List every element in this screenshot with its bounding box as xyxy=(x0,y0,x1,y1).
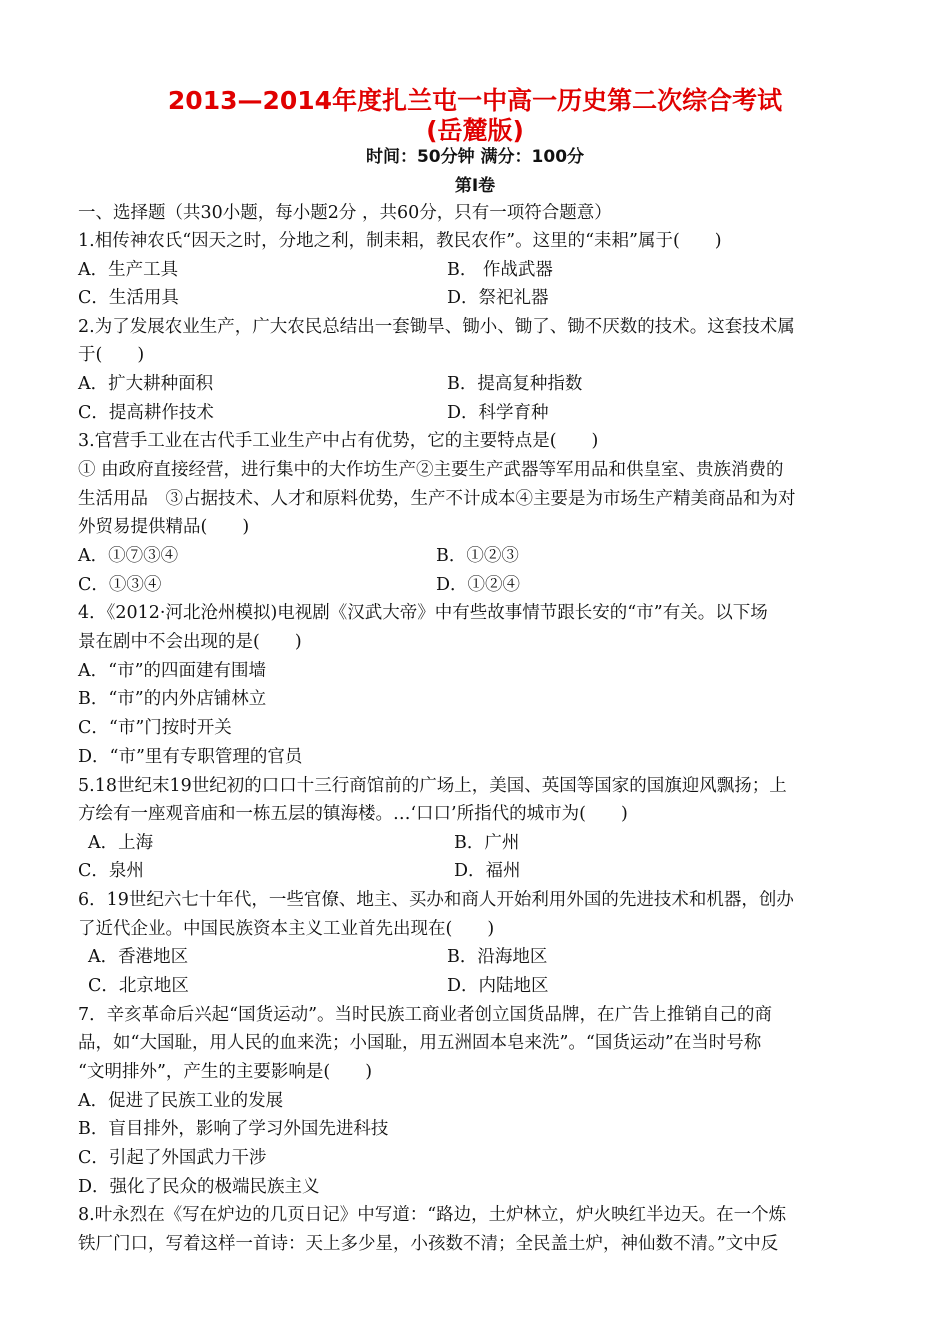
q4-option-c: C．“市”门按时开关 xyxy=(78,718,232,738)
q7-option-d: D．强化了民众的极端民族主义 xyxy=(78,1177,320,1197)
exam-title: 2013—2014年度扎兰屯一中高一历史第二次综合考试 xyxy=(167,86,783,115)
q5-option-d: D．福州 xyxy=(454,861,521,881)
q5-option-c: C．泉州 xyxy=(78,861,144,881)
question-5-stem-line-2: 方绘有一座观音庙和一栋五层的镇海楼。…‘口口’所指代的城市为( ) xyxy=(78,804,628,824)
q6-option-d: D．内陆地区 xyxy=(447,976,549,996)
q6-option-c: C．北京地区 xyxy=(88,976,189,996)
q1-option-a: A．生产工具 xyxy=(78,260,179,280)
q7-option-a: A．促进了民族工业的发展 xyxy=(78,1091,284,1111)
q6-option-b: B．沿海地区 xyxy=(447,947,548,967)
q5-option-a: A．上海 xyxy=(88,833,154,853)
question-3-stem-line-3: 生活用品 ③占据技术、人才和原料优势，生产不计成本④主要是为市场生产精美商品和为对 xyxy=(78,489,796,509)
question-1-stem: 1.相传神农氏“因天之时，分地之利，制耒耜，教民农作”。这里的“耒耜”属于( ) xyxy=(78,231,722,251)
question-2-stem-line-1: 2.为了发展农业生产，广大农民总结出一套锄旱、锄小、锄了、锄不厌数的技术。这套技术属 xyxy=(78,317,795,337)
q7-option-c: C．引起了外国武力干涉 xyxy=(78,1148,267,1168)
question-5-stem-line-1: 5.18世纪末19世纪初的口口十三行商馆前的广场上，美国、英国等国家的国旗迎风飘扬；上 xyxy=(78,776,787,796)
q2-option-d: D．科学育种 xyxy=(447,403,549,423)
q3-option-a: A．①⑦③④ xyxy=(78,546,179,566)
question-7-stem-line-2: 品，如“大国耻，用人民的血来洗；小国耻，用五洲固本皂来洗”。“国货运动”在当时号称 xyxy=(78,1033,762,1053)
q4-option-b: B．“市”的内外店铺林立 xyxy=(78,689,267,709)
question-3-stem-line-4: 外贸易提供精品( ) xyxy=(78,517,250,537)
q7-option-b: B．盲目排外，影响了学习外国先进科技 xyxy=(78,1119,389,1139)
volume-label: 第I卷 xyxy=(454,176,496,196)
q4-option-d: D．“市”里有专职管理的官员 xyxy=(78,747,303,767)
question-7-stem-line-3: “文明排外”，产生的主要影响是( ) xyxy=(78,1062,373,1082)
question-8-stem-line-2: 铁厂门口，写着这样一首诗：天上多少星，小孩数不清；全民盖土炉，神仙数不清。”文中反 xyxy=(78,1234,779,1254)
q2-option-b: B．提高复种指数 xyxy=(447,374,583,394)
q1-option-d: D．祭祀礼器 xyxy=(447,288,549,308)
q1-option-c: C．生活用具 xyxy=(78,288,179,308)
question-6-stem-line-2: 了近代企业。中国民族资本主义工业首先出现在( ) xyxy=(78,919,495,939)
q4-option-a: A．“市”的四面建有围墙 xyxy=(78,661,267,681)
question-4-stem-line-1: 4．《2012·河北沧州模拟)电视剧《汉武大帝》中有些故事情节跟长安的“市”有关。以下场 xyxy=(78,603,768,623)
q2-option-c: C．提高耕作技术 xyxy=(78,403,214,423)
q1-option-b: B． 作战武器 xyxy=(447,260,553,280)
question-6-stem-line-1: 6．19世纪六七十年代，一些官僚、地主、买办和商人开始利用外国的先进技术和机器，创办 xyxy=(78,890,794,910)
question-3-stem-line-1: 3.官营手工业在古代手工业生产中占有优势，它的主要特点是( ) xyxy=(78,431,599,451)
edition-label: (岳麓版) xyxy=(426,116,524,145)
q5-option-b: B．广州 xyxy=(454,833,520,853)
question-4-stem-line-2: 景在剧中不会出现的是( ) xyxy=(78,632,302,652)
question-7-stem-line-1: 7．辛亥革命后兴起“国货运动”。当时民族工商业者创立国货品牌，在广告上推销自己的商 xyxy=(78,1005,773,1025)
time-score-line: 时间：50分钟 满分：100分 xyxy=(365,147,585,167)
question-2-stem-line-2: 于( ) xyxy=(78,345,145,365)
question-3-stem-line-2: ① 由政府直接经营，进行集中的大作坊生产②主要生产武器等军用品和供皇室、贵族消费的 xyxy=(78,460,784,480)
section-heading: 一、选择题（共30小题，每小题2分 ，共60分，只有一项符合题意） xyxy=(78,203,612,223)
q3-option-c: C．①③④ xyxy=(78,575,162,595)
q3-option-b: B．①②③ xyxy=(436,546,519,566)
q2-option-a: A．扩大耕种面积 xyxy=(78,374,214,394)
q6-option-a: A．香港地区 xyxy=(88,947,189,967)
q3-option-d: D．①②④ xyxy=(436,575,521,595)
question-8-stem-line-1: 8.叶永烈在《写在炉边的几页日记》中写道：“路边，土炉林立，炉火映红半边天。在一个炼 xyxy=(78,1205,787,1225)
